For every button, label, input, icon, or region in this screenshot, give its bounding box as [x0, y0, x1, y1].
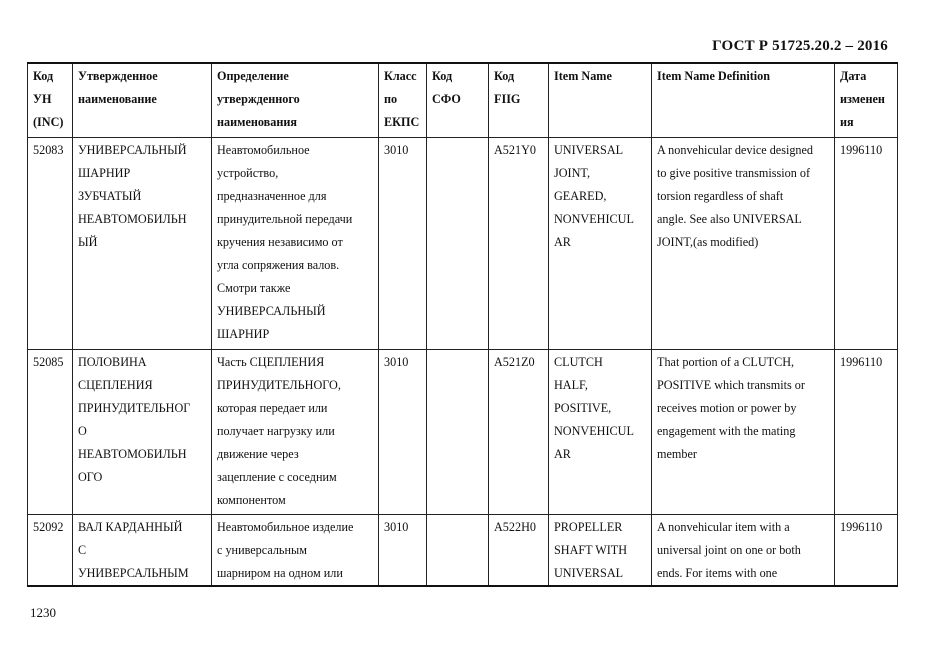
cell-inc: [28, 515, 73, 587]
cell-line: CLUTCH: [554, 355, 603, 369]
cell-line: Неавтомобильное изделие: [217, 520, 354, 534]
cell-line: receives motion or power by: [657, 401, 797, 415]
header-line: утвержденного: [217, 92, 300, 106]
header-line: ЕКПС: [384, 115, 420, 129]
cell-line: с универсальным: [217, 543, 307, 557]
cell-sfo: [427, 515, 489, 587]
table-row: [28, 515, 898, 587]
cell-line: NONVEHICUL: [554, 424, 634, 438]
cell-line: ПОЛОВИНА: [78, 355, 147, 369]
cell-line: ends. For items with one: [657, 566, 778, 580]
cell-text: 1996110: [840, 520, 883, 534]
cell-line: Часть СЦЕПЛЕНИЯ: [217, 355, 325, 369]
table-header: [28, 63, 898, 138]
cell-class: [379, 350, 427, 515]
header-line: изменен: [840, 92, 885, 106]
header-line: FIIG: [494, 92, 521, 106]
cell-date: [835, 515, 898, 587]
cell-class: [379, 515, 427, 587]
cell-text: A521Z0: [494, 355, 535, 369]
cell-sfo: [427, 138, 489, 350]
cell-line: AR: [554, 447, 571, 461]
header-line: наименование: [78, 92, 157, 106]
cell-line: POSITIVE which transmits or: [657, 378, 805, 392]
cell-name: [73, 350, 212, 515]
column-header-definition: [212, 63, 379, 138]
header-line: Класс: [384, 69, 417, 83]
cell-line: УНИВЕРСАЛЬНЫЙ: [78, 143, 187, 157]
cell-line: принудительной передачи: [217, 212, 353, 226]
cell-line: ВАЛ КАРДАННЫЙ: [78, 520, 183, 534]
cell-line: JOINT,: [554, 166, 590, 180]
cell-line: PROPELLER: [554, 520, 623, 534]
cell-date: [835, 350, 898, 515]
cell-line: зацепление с соседним: [217, 470, 337, 484]
column-header-name: [73, 63, 212, 138]
cell-sfo: [427, 350, 489, 515]
cell-line: member: [657, 447, 697, 461]
cell-line: ОГО: [78, 470, 103, 484]
header-line: УН: [33, 92, 52, 106]
nomenclature-table: [27, 62, 898, 587]
cell-line: Неавтомобильное: [217, 143, 310, 157]
cell-line: universal joint on one or both: [657, 543, 801, 557]
cell-line: That portion of a CLUTCH,: [657, 355, 795, 369]
cell-line: POSITIVE,: [554, 401, 612, 415]
column-header-item-definition: [652, 63, 835, 138]
cell-line: Смотри также: [217, 281, 291, 295]
cell-text: 1996110: [840, 143, 883, 157]
cell-line: ЗУБЧАТЫЙ: [78, 189, 142, 203]
standard-designation: ГОСТ Р 51725.20.2 – 2016: [712, 38, 888, 54]
cell-line: ЫЙ: [78, 235, 98, 249]
cell-item-name: [549, 350, 652, 515]
header-line: по: [384, 92, 398, 106]
cell-line: UNIVERSAL: [554, 566, 624, 580]
cell-line: угла сопряжения валов.: [217, 258, 340, 272]
header-line: Item Name Definition: [657, 69, 771, 83]
cell-line: ШАРНИР: [78, 166, 131, 180]
cell-text: 52085: [33, 355, 64, 369]
cell-definition: [212, 138, 379, 350]
cell-text: 52092: [33, 520, 64, 534]
cell-line: A nonvehicular device designed: [657, 143, 814, 157]
cell-text: 52083: [33, 143, 64, 157]
cell-line: engagement with the mating: [657, 424, 796, 438]
cell-line: движение через: [217, 447, 299, 461]
column-header-fiig: [489, 63, 549, 138]
header-line: Определение: [217, 69, 289, 83]
cell-line: UNIVERSAL: [554, 143, 624, 157]
cell-text: 3010: [384, 143, 409, 157]
cell-line: компонентом: [217, 493, 286, 507]
cell-line: ПРИНУДИТЕЛЬНОГ: [78, 401, 191, 415]
column-header-inc: [28, 63, 73, 138]
cell-item-definition: [652, 515, 835, 587]
header-line: Дата: [840, 69, 867, 83]
cell-line: angle. See also UNIVERSAL: [657, 212, 802, 226]
column-header-item-name: [549, 63, 652, 138]
cell-line: УНИВЕРСАЛЬНЫМ: [78, 566, 189, 580]
cell-line: кручения независимо от: [217, 235, 343, 249]
cell-item-definition: [652, 350, 835, 515]
cell-line: torsion regardless of shaft: [657, 189, 784, 203]
cell-line: ШАРНИР: [217, 327, 270, 341]
cell-item-name: [549, 138, 652, 350]
header-line: (INC): [33, 115, 64, 129]
header-line: ия: [840, 115, 854, 129]
cell-line: получает нагрузку или: [217, 424, 335, 438]
table-body: [28, 138, 898, 587]
header-row: [28, 63, 898, 138]
cell-inc: [28, 350, 73, 515]
cell-name: [73, 515, 212, 587]
cell-text: A522H0: [494, 520, 536, 534]
cell-line: ПРИНУДИТЕЛЬНОГО,: [217, 378, 341, 392]
cell-line: HALF,: [554, 378, 588, 392]
header-line: наименования: [217, 115, 297, 129]
header-line: Утвержденное: [78, 69, 158, 83]
cell-text: 3010: [384, 520, 409, 534]
column-header-date: [835, 63, 898, 138]
cell-line: to give positive transmission of: [657, 166, 811, 180]
cell-item-definition: [652, 138, 835, 350]
cell-definition: [212, 350, 379, 515]
cell-line: шарниром на одном или: [217, 566, 343, 580]
cell-line: A nonvehicular item with a: [657, 520, 790, 534]
cell-line: AR: [554, 235, 571, 249]
cell-text: 1996110: [840, 355, 883, 369]
cell-line: предназначенное для: [217, 189, 327, 203]
cell-fiig: [489, 350, 549, 515]
cell-line: УНИВЕРСАЛЬНЫЙ: [217, 304, 326, 318]
header-line: Item Name: [554, 69, 612, 83]
table-row: [28, 138, 898, 350]
column-header-class: [379, 63, 427, 138]
header-line: СФО: [432, 92, 461, 106]
header-line: Код: [432, 69, 453, 83]
cell-item-name: [549, 515, 652, 587]
cell-line: О: [78, 424, 87, 438]
cell-line: устройство,: [217, 166, 279, 180]
table-row: [28, 350, 898, 515]
cell-fiig: [489, 138, 549, 350]
cell-class: [379, 138, 427, 350]
cell-line: которая передает или: [217, 401, 328, 415]
cell-line: С: [78, 543, 87, 557]
cell-line: SHAFT WITH: [554, 543, 628, 557]
page-number: 1230: [30, 605, 56, 620]
cell-line: НЕАВТОМОБИЛЬН: [78, 212, 187, 226]
cell-line: НЕАВТОМОБИЛЬН: [78, 447, 187, 461]
cell-definition: [212, 515, 379, 587]
cell-text: 3010: [384, 355, 409, 369]
cell-text: A521Y0: [494, 143, 536, 157]
column-header-sfo: [427, 63, 489, 138]
cell-line: GEARED,: [554, 189, 607, 203]
cell-date: [835, 138, 898, 350]
header-line: Код: [33, 69, 54, 83]
cell-line: СЦЕПЛЕНИЯ: [78, 378, 153, 392]
header-line: Код: [494, 69, 515, 83]
cell-inc: [28, 138, 73, 350]
cell-line: NONVEHICUL: [554, 212, 634, 226]
cell-fiig: [489, 515, 549, 587]
cell-name: [73, 138, 212, 350]
cell-line: JOINT,(as modified): [657, 235, 759, 249]
